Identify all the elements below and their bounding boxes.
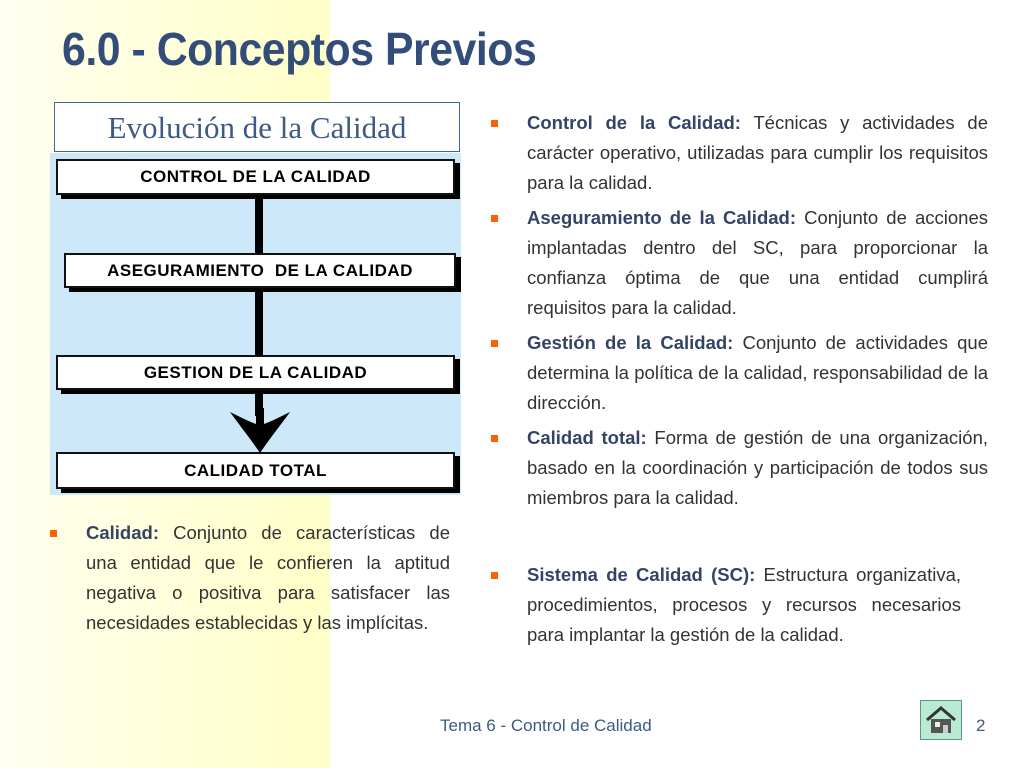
bullet-term: Gestión de la Calidad: — [527, 332, 734, 353]
flow-connector — [255, 290, 263, 355]
left-bullet-list — [46, 518, 450, 638]
bullet-term: Control de la Calidad: — [527, 112, 741, 133]
bullet-text: Técnicas y actividades de carácter operativo, utilizadas para cumplir los requisitos para la calidad. — [527, 112, 988, 193]
bullet-text: Conjunto de actividades que determina la política de la calidad, responsabilidad de la dirección. — [527, 332, 988, 413]
slide-footer: Tema 6 - Control de Calidad — [440, 716, 652, 735]
flow-step-label: CONTROL DE LA CALIDAD — [140, 167, 371, 186]
flow-connector — [255, 197, 263, 253]
flow-step-label: CALIDAD TOTAL — [184, 461, 327, 480]
list-item — [46, 518, 450, 638]
flow-step-gestion — [56, 355, 455, 390]
list-item — [487, 203, 988, 323]
bullet-text: Conjunto de características de una entidad que le confieren la aptitud negativa o positiva para satisfacer las necesidades establecidas y las implícitas. — [86, 522, 450, 633]
home-button[interactable] — [920, 700, 962, 740]
bullet-text: Forma de gestión de una organización, basado en la coordinación y participación de todos sus miembros para la calidad. — [527, 427, 988, 508]
square-bullet-icon — [491, 572, 498, 579]
bullet-text: Conjunto de acciones implantadas dentro del SC, para proporcionar la confianza óptima de que una entidad cumplirá requisitos para la calidad. — [527, 207, 988, 318]
home-icon — [921, 701, 961, 739]
page-number: 2 — [976, 716, 986, 735]
bullet-term: Aseguramiento de la Calidad: — [527, 207, 796, 228]
slide-title: 6.0 - Conceptos Previos — [62, 23, 537, 75]
bullet-term: Calidad: — [86, 522, 159, 543]
flow-step-label: GESTION DE LA CALIDAD — [143, 363, 368, 382]
square-bullet-icon — [491, 120, 498, 127]
flow-step-control — [56, 159, 455, 195]
right-bullet-list-bottom — [487, 560, 961, 650]
list-item — [487, 423, 988, 513]
bullet-term: Sistema de Calidad (SC): — [527, 564, 756, 585]
arrow-down-icon — [228, 408, 292, 454]
list-item — [487, 560, 961, 650]
bullet-text: Estructura organizativa, procedimientos, procesos y recursos necesarios para implantar la gestión de la calidad. — [527, 564, 961, 645]
diagram-title: Evolución de la Calidad — [54, 102, 460, 152]
list-item — [487, 328, 988, 418]
square-bullet-icon — [50, 530, 57, 537]
right-bullet-list — [487, 108, 988, 513]
flow-step-label: ASEGURAMIENTO DE LA CALIDAD — [107, 261, 413, 280]
square-bullet-icon — [491, 340, 498, 347]
flow-step-calidad-total — [56, 452, 455, 489]
list-item — [487, 108, 988, 198]
flow-step-aseguramiento — [64, 253, 456, 288]
bullet-term: Calidad total: — [527, 427, 647, 448]
square-bullet-icon — [491, 435, 498, 442]
square-bullet-icon — [491, 215, 498, 222]
